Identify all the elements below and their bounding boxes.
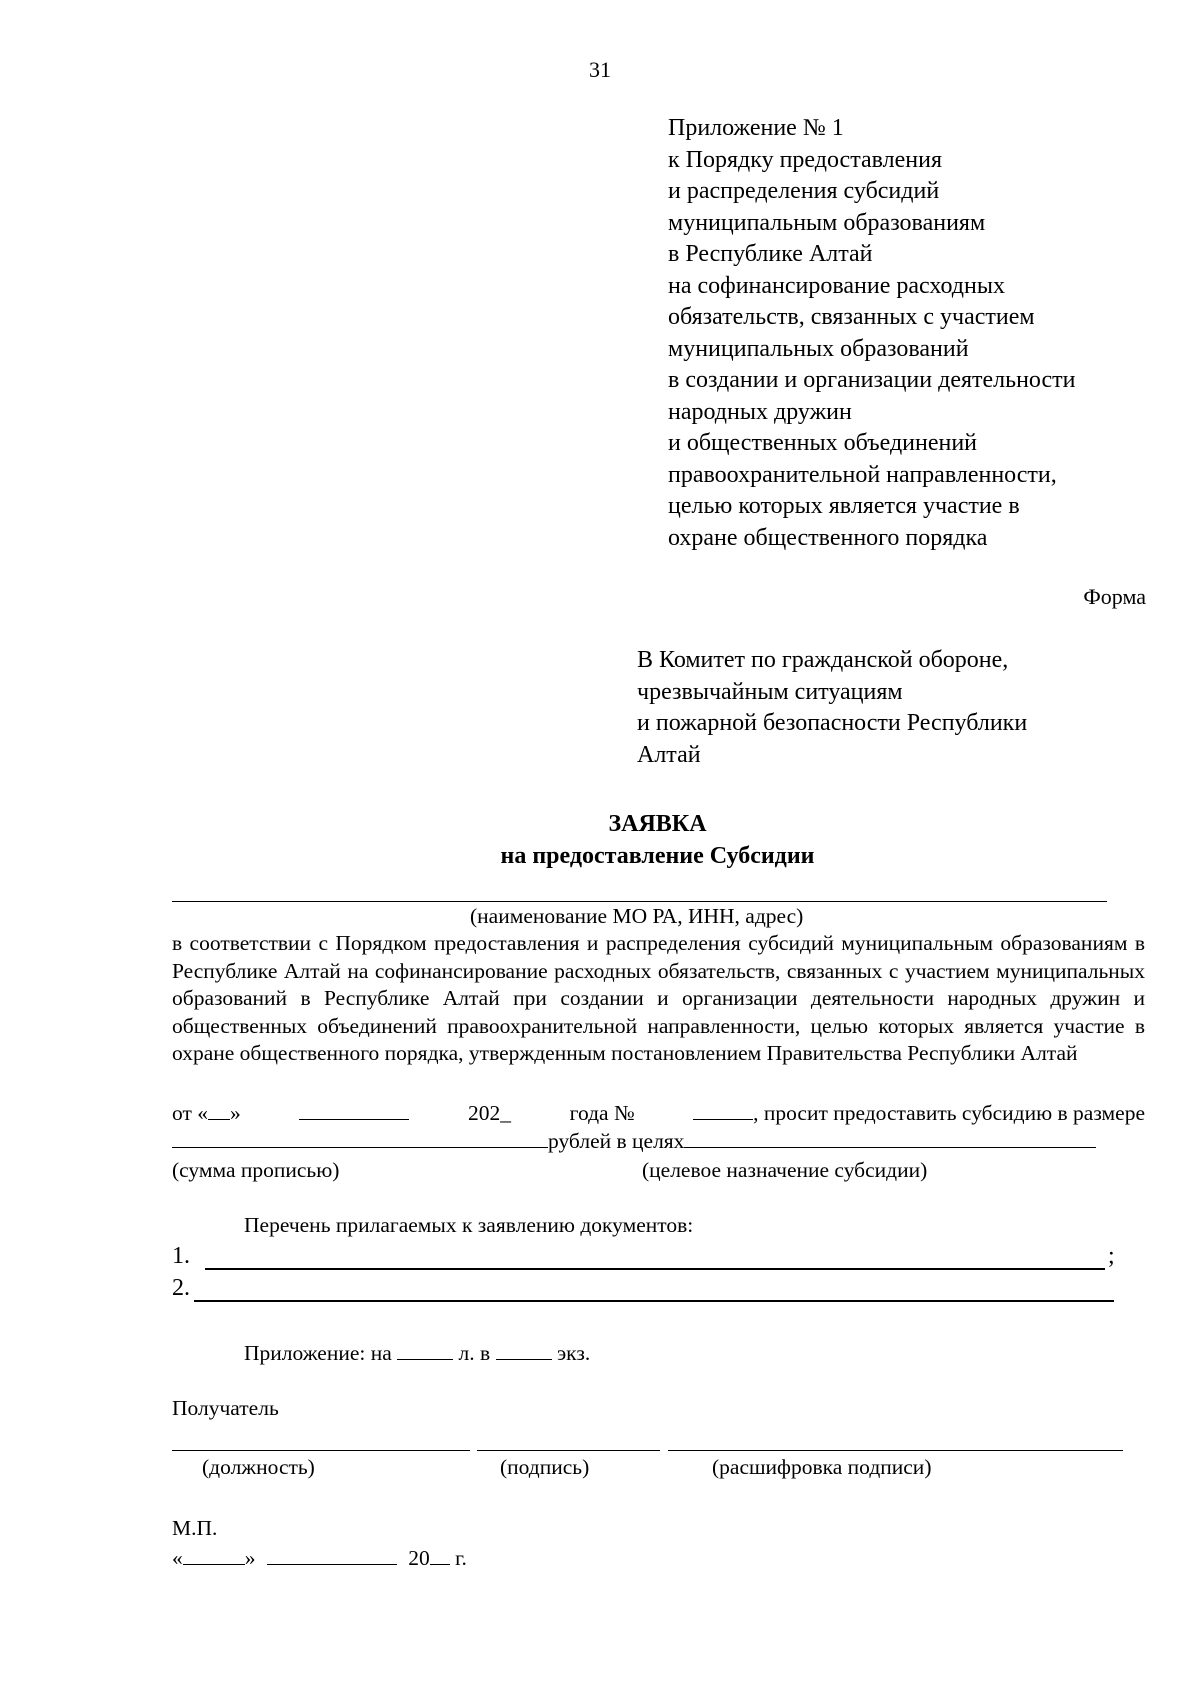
- amount-middle-text: рублей в целях: [548, 1129, 685, 1153]
- appendix-reference: [668, 113, 1076, 554]
- attachment-end: ;: [1108, 1243, 1115, 1269]
- appendix-count-line: [244, 1340, 590, 1367]
- addressee-line: и пожарной безопасности Республики: [637, 710, 1028, 736]
- form-label: Форма: [1083, 584, 1146, 609]
- application-body: [172, 930, 1145, 1068]
- appendix-line: муниципальным образованиям: [668, 209, 986, 236]
- date-line: [172, 1545, 467, 1572]
- attachment-number: 1.: [172, 1243, 190, 1269]
- attachment-item: [172, 1273, 190, 1303]
- decree-day-field[interactable]: [208, 1101, 230, 1120]
- addressee-block: [637, 645, 1027, 771]
- addressee-line: Алтай: [637, 741, 701, 768]
- appendix-count-suffix: экз.: [556, 1341, 591, 1365]
- body-paragraph: в соответствии с Порядком предоставления и распределения субсидий муниципальным образованиям в Республике Алтай на софинансирование расходных обязательств, связанных с участием муниципальных образований в Республике Алтай при создании и организации деятельности народных дружин и общественных объединений правоохранительной направленности, целью которых является участие в охране общественного порядка, утвержденным постановлением Правительства Республики Алтай: [172, 931, 1145, 1066]
- appendix-line: к Порядку предоставления: [668, 146, 943, 173]
- appendix-line: охране общественного порядка: [668, 524, 988, 551]
- document-subtitle: на предоставление Субсидии: [500, 843, 815, 869]
- date-year-suffix: г.: [455, 1546, 467, 1570]
- date-day-field[interactable]: [183, 1546, 245, 1565]
- document-title: ЗАЯВКА: [608, 811, 707, 837]
- decree-date-group: [172, 1100, 241, 1126]
- date-year: 20: [408, 1546, 430, 1570]
- appendix-line: народных дружин: [668, 398, 852, 425]
- recipient-label: Получатель: [172, 1396, 279, 1420]
- signature-decoding-field[interactable]: [668, 1450, 1123, 1451]
- copies-count-field[interactable]: [496, 1341, 552, 1360]
- amount-words-field[interactable]: [172, 1129, 548, 1148]
- appendix-line: на софинансирование расходных: [668, 272, 1005, 299]
- decree-year-word: года №: [569, 1101, 635, 1125]
- appendix-line: Приложение № 1: [668, 115, 844, 141]
- signature-caption-signature: (подпись): [500, 1455, 590, 1479]
- attachment-item: [172, 1241, 190, 1271]
- appendix-line: и общественных объединений: [668, 430, 978, 456]
- decree-year: 202_: [468, 1101, 512, 1125]
- purpose-field[interactable]: [684, 1129, 1096, 1148]
- addressee-line: В Комитет по гражданской обороне,: [637, 647, 1009, 673]
- addressee-line: чрезвычайным ситуациям: [637, 678, 903, 705]
- appendix-line: в создании и организации деятельности: [668, 367, 1076, 393]
- decree-number-field[interactable]: [693, 1101, 753, 1120]
- appendix-line: и распределения субсидий: [668, 178, 940, 204]
- stamp-label: М.П.: [172, 1516, 218, 1540]
- date-month-field[interactable]: [267, 1546, 397, 1565]
- sheets-count-field[interactable]: [397, 1341, 453, 1360]
- page-number: 31: [589, 57, 611, 82]
- amount-caption-right: (целевое назначение субсидии): [642, 1158, 928, 1182]
- amount-caption-left: (сумма прописью): [172, 1158, 340, 1182]
- appendix-count-mid: л. в: [458, 1341, 491, 1365]
- appendix-line: обязательств, связанных с участием: [668, 304, 1035, 330]
- date-year-field[interactable]: [430, 1546, 450, 1565]
- decree-line: [172, 1100, 1145, 1126]
- amount-line: [172, 1128, 1096, 1154]
- appendix-line: в Республике Алтай: [668, 241, 873, 267]
- signature-caption-decoding: (расшифровка подписи): [712, 1455, 932, 1479]
- date-quote-close: »: [244, 1546, 256, 1570]
- applicant-caption: (наименование МО РА, ИНН, адрес): [470, 904, 804, 928]
- appendix-line: целью которых является участие в: [668, 493, 1020, 519]
- attachment-number: 2.: [172, 1275, 190, 1301]
- position-field[interactable]: [172, 1450, 470, 1451]
- decree-number-group: [693, 1100, 1145, 1126]
- appendix-line: муниципальных образований: [668, 335, 969, 362]
- appendix-count-prefix: Приложение: на: [244, 1341, 392, 1365]
- signature-caption-position: (должность): [202, 1455, 315, 1479]
- decree-quote-close: »: [230, 1101, 241, 1125]
- decree-month-field[interactable]: [299, 1101, 409, 1120]
- decree-prefix: от «: [172, 1101, 208, 1125]
- signature-field[interactable]: [477, 1450, 660, 1451]
- decree-suffix: , просит предоставить субсидию в размере: [753, 1101, 1145, 1125]
- attachments-heading: Перечень прилагаемых к заявлению документов:: [244, 1213, 694, 1237]
- appendix-line: правоохранительной направленности,: [668, 461, 1057, 488]
- attachment-1-field[interactable]: [205, 1268, 1105, 1270]
- attachment-2-field[interactable]: [194, 1300, 1114, 1302]
- date-quote-open: «: [172, 1546, 183, 1570]
- applicant-name-field[interactable]: [172, 901, 1107, 902]
